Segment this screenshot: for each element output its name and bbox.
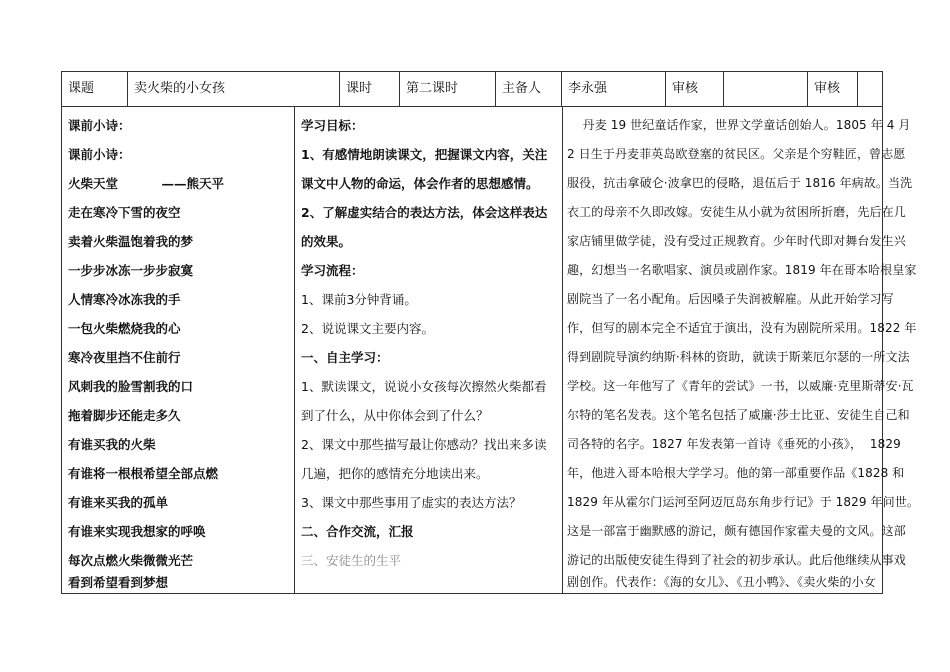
self-study-heading: 一、自主学习： <box>301 350 389 365</box>
study-process-heading: 学习流程： <box>301 263 364 278</box>
header-period-value: 第二课时 <box>400 72 496 106</box>
poem-line: 一包火柴燃烧我的心 <box>68 321 181 336</box>
poem-line: 卖着火柴温饱着我的梦 <box>68 234 194 249</box>
poem-line: 拖着脚步还能走多久 <box>68 408 181 423</box>
poem-line: 风刺我的脸雪割我的口 <box>68 379 194 394</box>
study-goals-heading: 学习目标： <box>301 118 364 133</box>
poem-line: 课前小诗： <box>68 118 131 133</box>
bio-line: 剧创作。代表作：《海的女儿》、《丑小鸭》、《卖火柴的小女 <box>567 575 876 589</box>
study-line: 课文中人物的命运，体会作者的思想感情。 <box>301 176 539 191</box>
bio-line: 服役，抗击拿破仑·波拿巴的侵略，退伍后于 1816 年病故。当洗 <box>567 176 913 190</box>
bio-line: 这是一部富于幽默感的游记，颇有德国作家霍夫曼的文风。这部 <box>567 524 906 538</box>
header-preparer-value: 李永强 <box>562 72 666 106</box>
poem-line: 有谁来买我的孤单 <box>68 495 169 510</box>
header-label-review-1: 审核 <box>666 72 724 106</box>
study-line: 2、了解虚实结合的表达方法，体会这样表达 <box>301 205 548 220</box>
study-line: 1、有感情地朗读课文，把握课文内容，关注 <box>301 147 548 162</box>
poem-line: 走在寒冷下雪的夜空 <box>68 205 181 220</box>
header-label-review-2: 审核 <box>808 72 858 106</box>
bio-line: 衣工的母亲不久即改嫁。安徒生从小就为贫困所折磨，先后在几 <box>567 205 906 219</box>
bio-line: 学校。这一年他写了《青年的尝试》一书，以威廉·克里斯蒂安·瓦 <box>567 379 914 393</box>
poem-line: 有谁来实现我想家的呼唤 <box>68 524 206 539</box>
bio-line: 作，但写的剧本完全不适宜于演出，没有为剧院所采用。1822 年 <box>567 321 917 335</box>
poem-line: 人情寒冷冰冻我的手 <box>68 292 181 307</box>
bio-line: 剧院当了一名小配角。后因嗓子失润被解雇。从此开始学习写 <box>567 292 894 306</box>
study-line: 1、课前3分钟背诵。 <box>301 292 417 307</box>
study-line: 2、课文中那些描写最让你感动？找出来多读 <box>301 437 547 452</box>
poem-column <box>62 106 295 593</box>
bio-line: 司各特的名字。1827 年发表第一首诗《垂死的小孩》， 1829 <box>567 437 901 451</box>
poem-title: 火柴天堂 ——熊天平 <box>68 176 225 191</box>
header-label-topic: 课题 <box>62 72 128 106</box>
bio-line: 丹麦 19 世纪童话作家，世界文学童话创始人。1805 年 4 月 <box>567 118 911 132</box>
poem-line: 有谁买我的火柴 <box>68 437 156 452</box>
bio-line: 游记的出版使安徒生得到了社会的初步承认。此后他继续从事戏 <box>567 553 906 567</box>
poem-line: 有谁将一根根希望全部点燃 <box>68 466 219 481</box>
header-label-preparer: 主备人 <box>496 72 562 106</box>
bio-line: 尔特的笔名发表。这个笔名包括了威廉·莎士比亚、安徒生自己和 <box>567 408 910 422</box>
study-line: 2、说说课文主要内容。 <box>301 321 434 336</box>
header-topic-value: 卖火柴的小女孩 <box>128 72 340 106</box>
header-review-1-value <box>724 72 808 106</box>
header-row <box>61 71 883 107</box>
biography-column <box>563 106 919 593</box>
poem-line: 课前小诗： <box>68 147 131 162</box>
content-table <box>61 106 919 594</box>
header-label-period: 课时 <box>340 72 400 106</box>
poem-line: 一步步冰冻一步步寂寞 <box>68 263 194 278</box>
study-line: 到了什么，从中你体会到了什么？ <box>301 408 489 423</box>
study-line: 的效果。 <box>301 234 352 249</box>
study-column <box>295 106 563 593</box>
bio-line: 得到剧院导演约纳斯·科林的资助，就读于斯莱厄尔瑟的一所文法 <box>567 350 910 364</box>
bio-line: 趣，幻想当一名歌唱家、演员或剧作家。1819 年在哥本哈根皇家 <box>567 263 917 277</box>
bio-line: 1829 年从霍尔门运河至阿迈厄岛东角步行记》于 1829 年问世。 <box>567 495 919 509</box>
header-review-2-value <box>858 72 882 106</box>
study-line: 3、课文中那些事用了虚实的表达方法？ <box>301 495 522 510</box>
study-line: 1、默读课文，说说小女孩每次擦然火柴都看 <box>301 379 547 394</box>
bio-line: 2 日生于丹麦菲英岛欧登塞的贫民区。父亲是个穷鞋匠，曾志愿 <box>567 147 906 161</box>
study-line: 几遍，把你的感情充分地读出来。 <box>301 466 489 481</box>
andersen-bio-heading: 三、安徒生的生平 <box>301 553 402 568</box>
poem-line: 寒冷夜里挡不住前行 <box>68 350 181 365</box>
cooperation-heading: 二、合作交流，汇报 <box>301 524 414 539</box>
bio-line: 家店铺里做学徒，没有受过正规教育。少年时代即对舞台发生兴 <box>567 234 906 248</box>
poem-line: 看到希望看到梦想 <box>68 575 169 590</box>
bio-line: 年，他进入哥本哈根大学学习。他的第一部重要作品《1828 和 <box>567 466 905 480</box>
poem-line: 每次点燃火柴微微光芒 <box>68 553 194 568</box>
